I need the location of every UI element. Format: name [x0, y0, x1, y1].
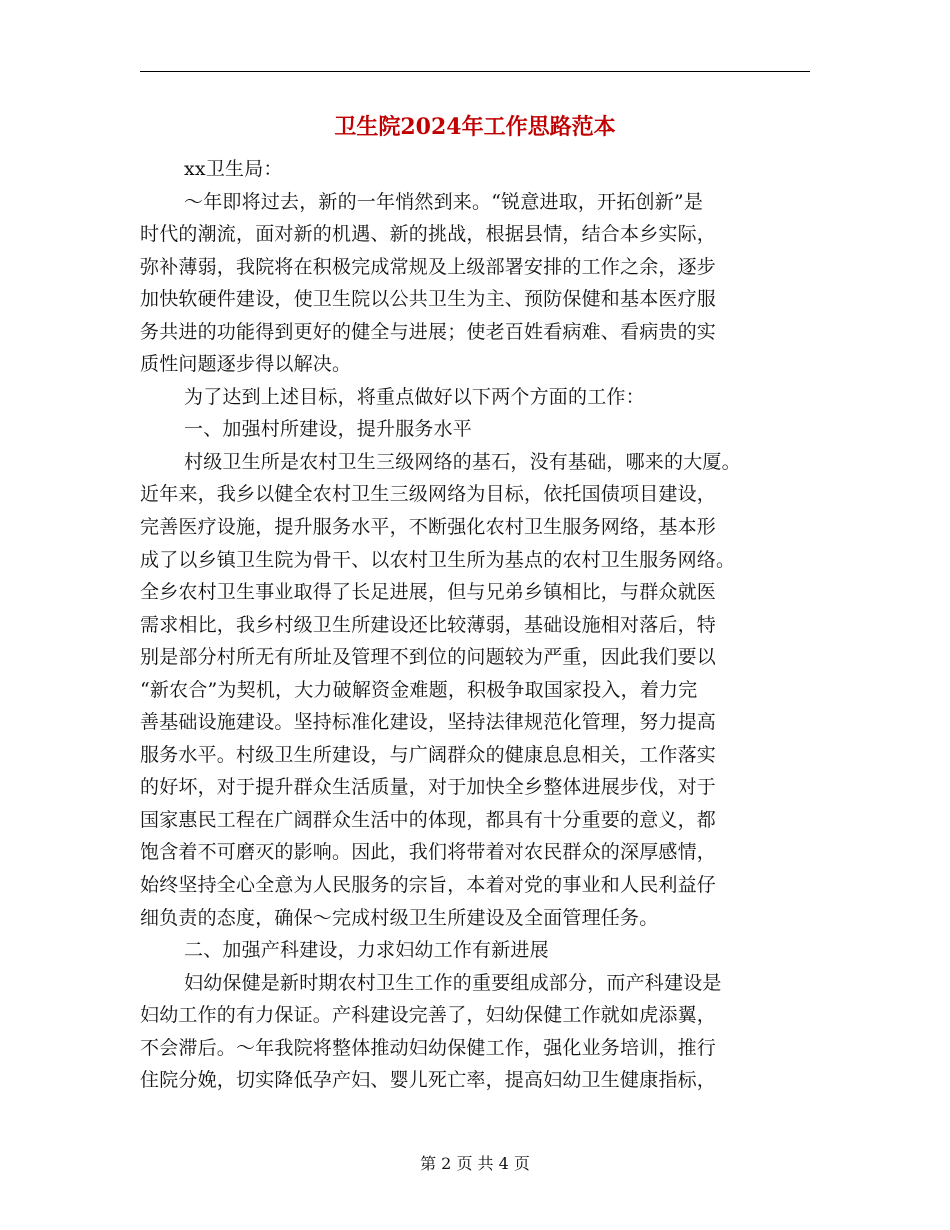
- text-line: xx卫生局：: [184, 158, 283, 180]
- text-line: 需求相比，我乡村级卫生所建设还比较薄弱，基础设施相对落后，特: [140, 613, 717, 636]
- text-line: 的好坏，对于提升群众生活质量，对于加快全乡整体进展步伐，对于: [140, 776, 717, 799]
- text-line: 质性问题逐步得以解决。: [140, 353, 352, 376]
- text-line: 全乡农村卫生事业取得了长足进展，但与兄弟乡镇相比，与群众就医: [140, 581, 717, 604]
- text-line: 妇幼保健是新时期农村卫生工作的重要组成部分，而产科建设是: [184, 971, 722, 994]
- text-line: 细负责的态度，确保～完成村级卫生所建设及全面管理任务。: [140, 906, 659, 929]
- text-line: 国家惠民工程在广阔群众生活中的体现，都具有十分重要的意义，都: [140, 808, 717, 831]
- text-line: 别是部分村所无有所址及管理不到位的问题较为严重，因此我们要以: [140, 646, 717, 669]
- text-line: ～年即将过去，新的一年悄然到来。“锐意进取，开拓创新”是: [184, 190, 704, 213]
- text-line: 成了以乡镇卫生院为骨干、以农村卫生所为基点的农村卫生服务网络。: [140, 548, 736, 571]
- text-line: 饱含着不可磨灭的影响。因此，我们将带着对农民群众的深厚感情，: [140, 841, 717, 864]
- document-body: [140, 153, 810, 1097]
- text-line: 一、加强村所建设，提升服务水平: [184, 418, 473, 441]
- text-line: 加快软硬件建设，使卫生院以公共卫生为主、预防保健和基本医疗服: [140, 288, 717, 311]
- text-line: 近年来，我乡以健全农村卫生三级网络为目标，依托国债项目建设，: [140, 483, 717, 506]
- text-line: 时代的潮流，面对新的机遇、新的挑战，根据县情，结合本乡实际，: [140, 223, 717, 246]
- text-line: 服务水平。村级卫生所建设，与广阔群众的健康息息相关，工作落实: [140, 743, 717, 766]
- text-line: 弥补薄弱，我院将在积极完成常规及上级部署安排的工作之余，逐步: [140, 255, 717, 278]
- text-line: 善基础设施建设。坚持标准化建设，坚持法律规范化管理，努力提高: [140, 711, 717, 734]
- text-line: 妇幼工作的有力保证。产科建设完善了，妇幼保健工作就如虎添翼，: [140, 1004, 717, 1027]
- text-line: 村级卫生所是农村卫生三级网络的基石，没有基础，哪来的大厦。: [184, 450, 741, 473]
- header-rule: [140, 71, 810, 72]
- text-line: “新农合”为契机，大力破解资金难题，积极争取国家投入，着力完: [140, 678, 698, 701]
- text-line: 务共进的功能得到更好的健全与进展；使老百姓看病难、看病贵的实: [140, 320, 717, 343]
- text-line: 完善医疗设施，提升服务水平，不断强化农村卫生服务网络，基本形: [140, 516, 717, 539]
- text-line: 始终坚持全心全意为人民服务的宗旨，本着对党的事业和人民利益仔: [140, 874, 717, 897]
- text-line: 为了达到上述目标，将重点做好以下两个方面的工作：: [184, 385, 645, 408]
- document-title: 卫生院2024年工作思路范本: [334, 114, 616, 140]
- text-line: 不会滞后。～年我院将整体推动妇幼保健工作，强化业务培训，推行: [140, 1036, 717, 1059]
- page-footer: 第 2 页 共 4 页: [420, 1154, 530, 1173]
- text-line: 二、加强产科建设，力求妇幼工作有新进展: [184, 939, 549, 962]
- text-line: 住院分娩，切实降低孕产妇、婴儿死亡率，提高妇幼卫生健康指标，: [140, 1069, 717, 1092]
